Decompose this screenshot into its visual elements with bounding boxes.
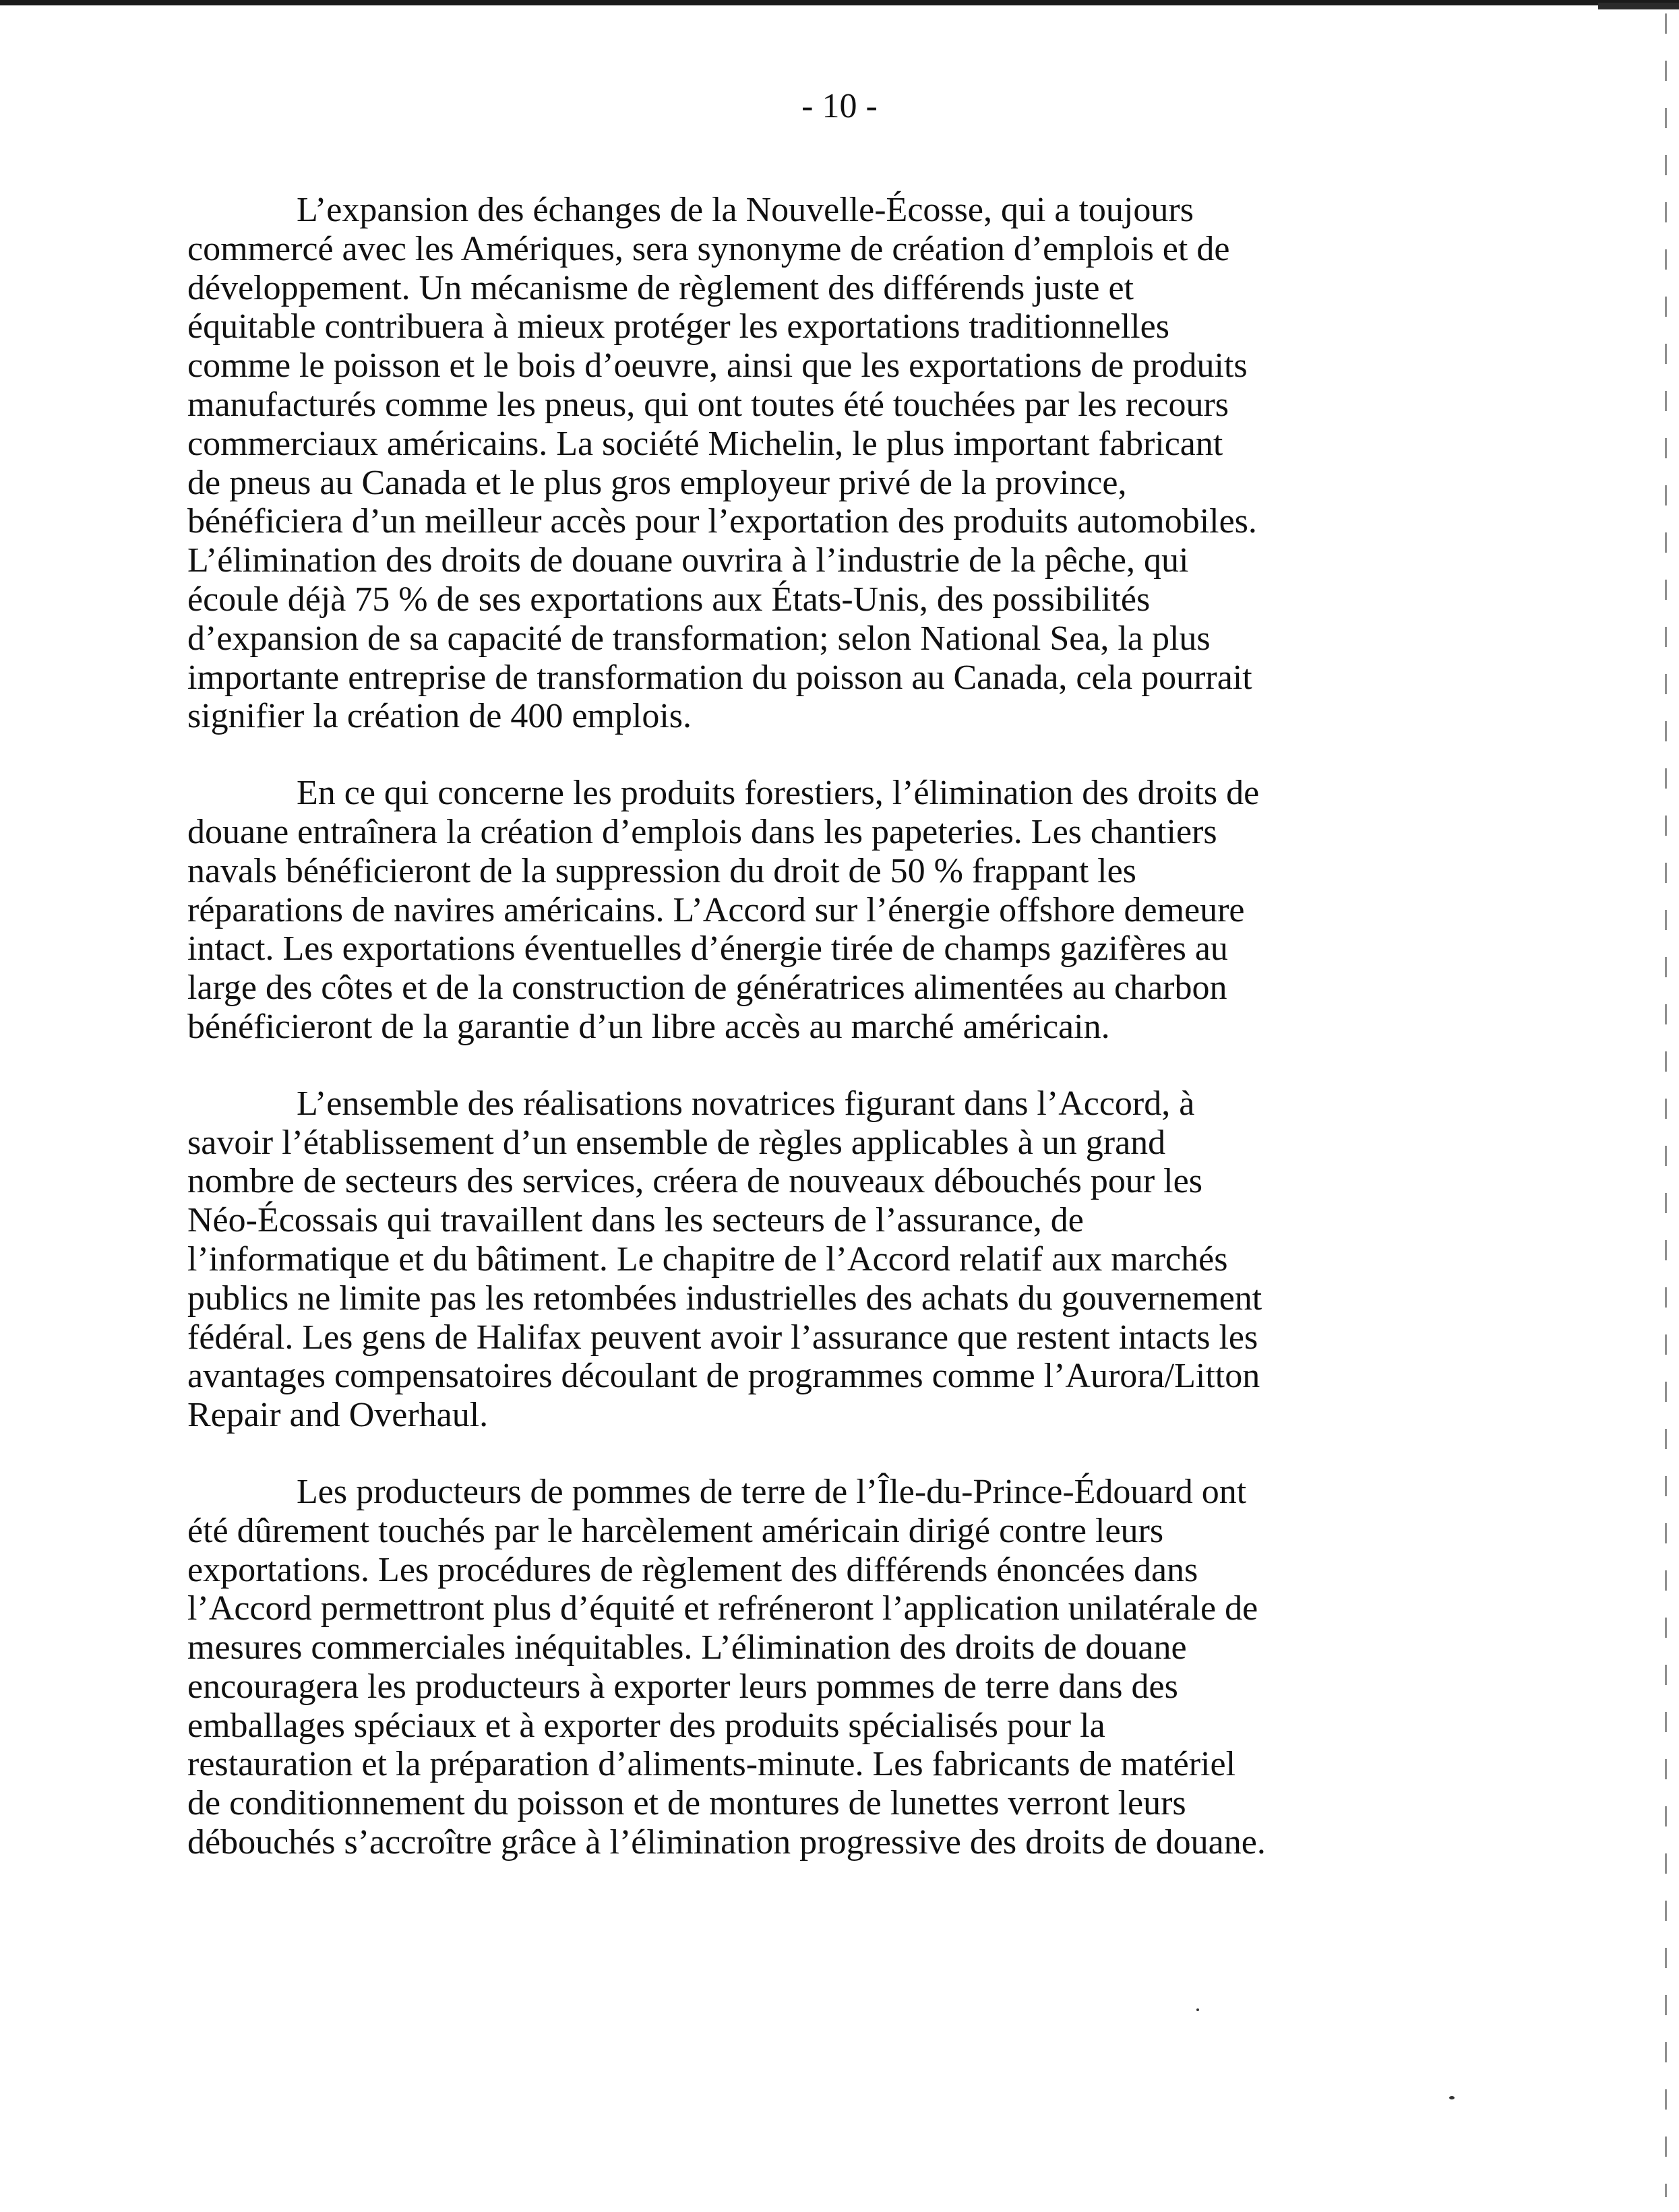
text-line: de conditionnement du poisson et de montures de lunettes verront leurs [187,1784,1186,1823]
text-line: Repair and Overhaul. [187,1396,489,1435]
text-line: nombre de secteurs des services, créera de nouveaux débouchés pour les [187,1162,1202,1201]
text-line: L’élimination des droits de douane ouvrira à l’industrie de la pêche, qui [187,541,1189,580]
text-line: l’informatique et du bâtiment. Le chapitre de l’Accord relatif aux marchés [187,1239,1228,1279]
text-line: large des côtes et de la construction de génératrices alimentées au charbon [187,969,1227,1008]
paragraph-pei-potatoes [187,1473,1421,1862]
paragraph-forest-products [187,774,1421,1047]
text-line: exportations. Les procédures de règlement des différends énoncées dans [187,1550,1198,1589]
text-line: développement. Un mécanisme de règlement des différends juste et [187,268,1134,307]
scan-speck [1196,2008,1199,2011]
text-line: bénéficiera d’un meilleur accès pour l’exportation des produits automobiles. [187,502,1257,541]
text-line: encouragera les producteurs à exporter leurs pommes de terre dans des [187,1667,1178,1706]
text-line: comme le poisson et le bois d’oeuvre, ainsi que les exportations de produits [187,346,1248,386]
text-line: d’expansion de sa capacité de transformation; selon National Sea, la plus [187,619,1211,658]
text-line: équitable contribuera à mieux protéger les exportations traditionnelles [187,307,1169,346]
scan-speck [1449,2096,1455,2099]
page-number: - 10 - [801,87,878,125]
text-line: commercé avec les Amériques, sera synonyme de création d’emplois et de [187,229,1230,268]
text-line: l’Accord permettront plus d’équité et refréneront l’application unilatérale de [187,1589,1258,1628]
text-line: Les producteurs de pommes de terre de l’Île-du-Prince-Édouard ont [297,1472,1247,1511]
text-line: L’expansion des échanges de la Nouvelle-Écosse, qui a toujours [297,191,1194,229]
body-text [187,191,1421,1900]
paragraph-services [187,1084,1421,1435]
text-line: été dûrement touchés par le harcèlement américain dirigé contre leurs [187,1511,1164,1550]
text-line: manufacturés comme les pneus, qui ont toutes été touchées par les recours [187,385,1229,424]
text-line: écoule déjà 75 % de ses exportations aux États-Unis, des possibilités [187,580,1151,619]
text-line: commerciaux américains. La société Michelin, le plus important fabricant [187,424,1223,463]
text-line: intact. Les exportations éventuelles d’énergie tirée de champs gazifères au [187,929,1228,969]
text-line: douane entraînera la création d’emplois dans les papeteries. Les chantiers [187,812,1217,851]
top-scan-border [0,0,1679,5]
paragraph-nova-scotia [187,191,1421,736]
text-line: bénéficieront de la garantie d’un libre accès au marché américain. [187,1007,1110,1046]
text-line: importante entreprise de transformation du poisson au Canada, cela pourrait [187,658,1252,697]
text-line: signifier la création de 400 emplois. [187,697,692,736]
right-scan-edge [1665,13,1667,2197]
text-line: réparations de navires américains. L’Accord sur l’énergie offshore demeure [187,890,1245,929]
text-line: publics ne limite pas les retombées industrielles des achats du gouvernement [187,1279,1262,1318]
text-line: avantages compensatoires découlant de programmes comme l’Aurora/Litton [187,1357,1260,1396]
text-line: navals bénéficieront de la suppression du droit de 50 % frappant les [187,851,1136,890]
text-line: de pneus au Canada et le plus gros employeur privé de la province, [187,463,1127,502]
text-line: savoir l’établissement d’un ensemble de règles applicables à un grand [187,1123,1166,1162]
text-line: mesures commerciales inéquitables. L’élimination des droits de douane [187,1628,1187,1667]
text-line: L’ensemble des réalisations novatrices figurant dans l’Accord, à [297,1084,1195,1123]
text-line: En ce qui concerne les produits forestiers, l’élimination des droits de [297,774,1260,813]
top-scan-border-mark [1598,3,1679,9]
text-line: Néo-Écossais qui travaillent dans les secteurs de l’assurance, de [187,1201,1084,1240]
text-line: emballages spéciaux et à exporter des produits spécialisés pour la [187,1706,1105,1745]
text-line: fédéral. Les gens de Halifax peuvent avoir l’assurance que restent intacts les [187,1318,1258,1357]
text-line: restauration et la préparation d’aliments-minute. Les fabricants de matériel [187,1745,1236,1784]
text-line: débouchés s’accroître grâce à l’élimination progressive des droits de douane. [187,1823,1266,1862]
